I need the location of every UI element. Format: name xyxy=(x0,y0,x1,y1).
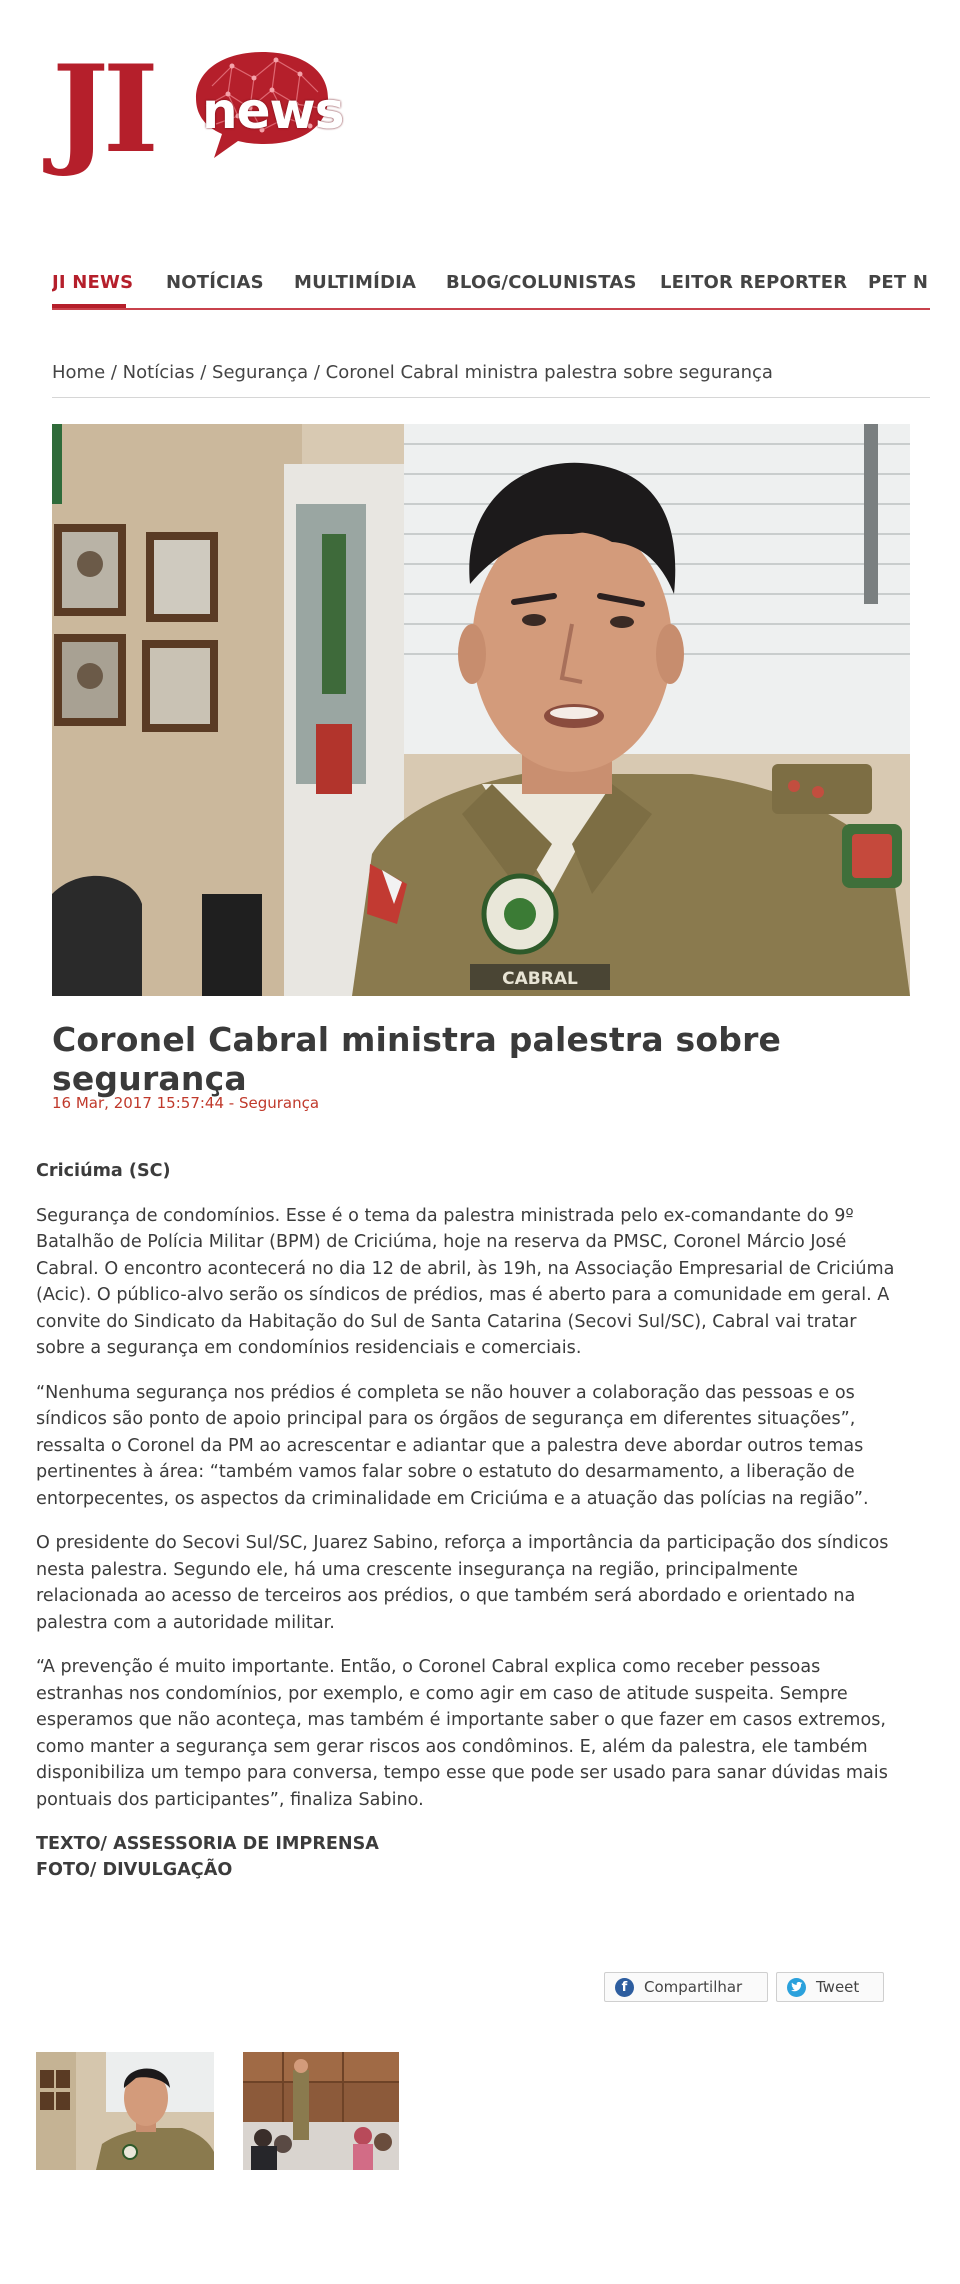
breadcrumb-noticias[interactable]: Notícias xyxy=(122,362,195,383)
facebook-share-button[interactable] xyxy=(604,1972,768,2002)
nav-item-noticias[interactable]: NOTÍCIAS xyxy=(166,272,264,293)
article-date: 16 Mar, 2017 15:57:44 xyxy=(52,1094,225,1112)
logo-ji-text: JI xyxy=(52,39,153,180)
site-logo[interactable] xyxy=(52,39,344,212)
nav-item-pet[interactable]: PET N xyxy=(868,272,929,293)
breadcrumb xyxy=(52,362,930,398)
facebook-share-label: Compartilhar xyxy=(644,1978,743,1996)
main-nav xyxy=(52,264,930,310)
breadcrumb-separator: / xyxy=(105,362,123,383)
nav-item-multimidia[interactable]: MULTIMÍDIA xyxy=(294,272,417,293)
hero-name-tag: CABRAL xyxy=(502,969,578,989)
breadcrumb-separator: / xyxy=(308,362,326,383)
facebook-icon: f xyxy=(615,1978,634,1997)
breadcrumb-current: Coronel Cabral ministra palestra sobre segurança xyxy=(325,362,773,383)
twitter-icon xyxy=(787,1978,806,1997)
related-thumbnail[interactable] xyxy=(36,2052,214,2170)
hero-photo xyxy=(52,424,910,996)
nav-item-leitor-reporter[interactable]: LEITOR REPORTER xyxy=(660,272,848,293)
nav-item-ji-news[interactable]: JI NEWS xyxy=(52,272,134,293)
credit-photo: FOTO/ DIVULGAÇÃO xyxy=(36,1860,233,1880)
nav-item-blog-colunistas[interactable]: BLOG/COLUNISTAS xyxy=(446,272,637,293)
article-title: Coronel Cabral ministra palestra sobre segurança xyxy=(52,1020,782,1098)
meta-separator: - xyxy=(224,1094,239,1112)
credit-text: TEXTO/ ASSESSORIA DE IMPRENSA xyxy=(36,1834,379,1854)
article-paragraph: O presidente do Secovi Sul/SC, Juarez Sabino, reforça a importância da participação dos síndicos nesta palestra. Segundo ele, há uma crescente insegurança na região, principalmente relacionada ao acesso de terceiros aos prédios, o que também será abordado e orientado na palestra com a autoridade militar. xyxy=(36,1533,889,1633)
article-paragraph: Segurança de condomínios. Esse é o tema da palestra ministrada pelo ex-comandante do 9º Batalhão de Polícia Militar (BPM) de Criciúma, hoje na reserva da PMSC, Coronel Márcio José Cabral. O encontro acontecerá no dia 12 de abril, às 19h, na Associação Empresarial de Criciúma (Acic). O público-alvo serão os síndicos de prédios, mas é aberto para a comunidade em geral. A convite do Sindicato da Habitação do Sul de Santa Catarina (Secovi Sul/SC), Cabral vai tratar sobre a segurança em condomínios residenciais e comerciais. xyxy=(36,1205,895,1358)
breadcrumb-seguranca[interactable]: Segurança xyxy=(212,362,309,383)
breadcrumb-home[interactable]: Home xyxy=(52,362,106,383)
article-meta xyxy=(52,1094,319,1112)
related-thumbnail[interactable] xyxy=(243,2052,399,2170)
article-paragraph: “Nenhuma segurança nos prédios é completa se não houver a colaboração das pessoas e os síndicos são ponto de apoio principal para os órgãos de segurança em diferentes situações”, ressalta o Coronel da PM ao acrescentar e adiantar que a palestra deve abordar outros temas pertinentes à área: “também vamos falar sobre o estatuto do desarmamento, a liberação de entorpecentes, os aspectos da criminalidade em Criciúma e a atuação das polícias na região”. xyxy=(36,1382,869,1509)
article-category[interactable]: Segurança xyxy=(238,1094,320,1112)
article-body xyxy=(36,1158,896,1883)
tweet-label: Tweet xyxy=(816,1978,860,1996)
article-paragraph: “A prevenção é muito importante. Então, o Coronel Cabral explica como receber pessoas estranhas nos condomínios, por exemplo, e como agir em caso de atitude suspeita. Sempre esperamos que não aconteça, mas também é importante saber o que fazer em casos extremos, como manter a segurança sem gerar riscos aos condôminos. E, além da palestra, ele também disponibiliza um tempo para conversa, tempo esse que pode ser usado para sanar dúvidas mais pontuais dos participantes”, finaliza Sabino. xyxy=(36,1657,888,1810)
tweet-button[interactable] xyxy=(776,1972,884,2002)
nav-active-indicator xyxy=(52,304,126,308)
breadcrumb-separator: / xyxy=(194,362,213,383)
logo-news-text: news xyxy=(202,82,344,140)
article-city: Criciúma (SC) xyxy=(36,1161,171,1181)
